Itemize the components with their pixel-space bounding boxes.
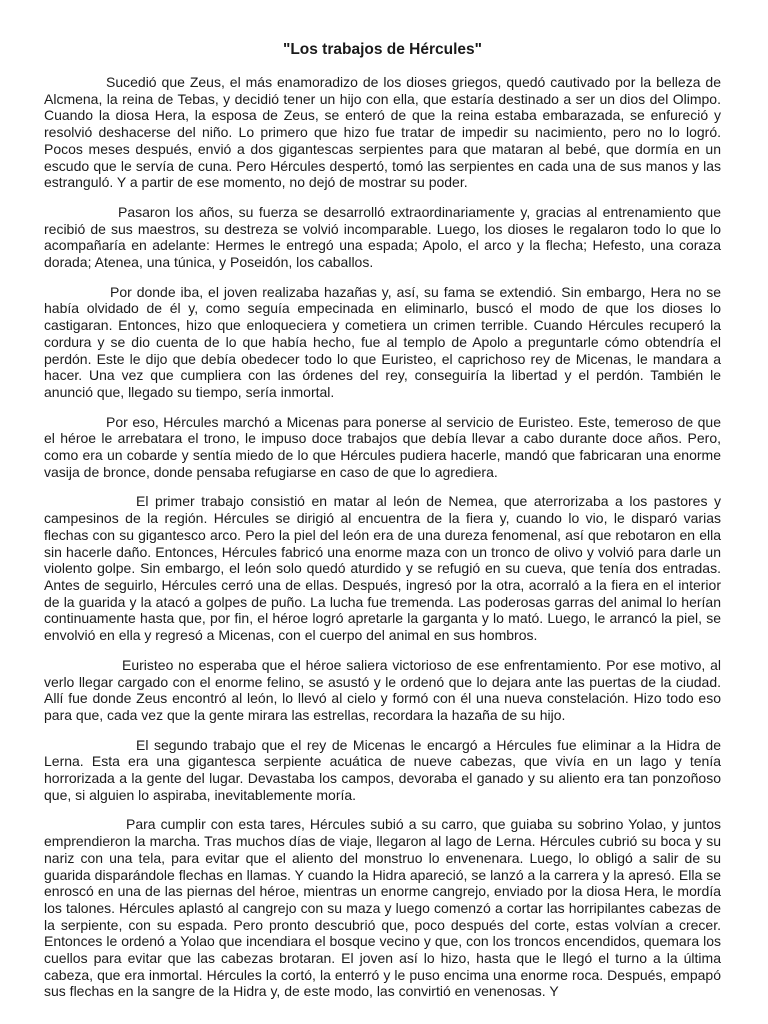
paragraph-7: El segundo trabajo que el rey de Micenas le encargó a Hércules fue eliminar a la Hidra de Lerna. Esta era una gigantesca serpiente acuática de nueve cabezas, que vivía en un lago y tenía horrorizada a la gente del lugar. Devastaba los campos, devoraba el ganado y su aliento era tan ponzoñoso que, si alguien lo aspiraba, inevitablemente moría. <box>44 736 721 803</box>
paragraph-1: Sucedió que Zeus, el más enamoradizo de los dioses griegos, quedó cautivado por la belleza de Alcmena, la reina de Tebas, y decidió tener un hijo con ella, que estaría destinado a ser un dios del Olimpo. Cuando la diosa Hera, la esposa de Zeus, se enteró de que la reina estaba embarazada, se enfureció y resolvió deshacerse del niño. Lo primero que hizo fue tratar de impedir su nacimiento, pero no lo logró. Pocos meses después, envió a dos gigantescas serpientes para que mataran al bebé, que dormía en un escudo que le servía de cuna. Pero Hércules despertó, tomó las serpientes en cada una de sus manos y las estranguló. Y a partir de ese momento, no dejó de mostrar su poder. <box>44 74 721 191</box>
paragraph-8: Para cumplir con esta tares, Hércules subió a su carro, que guiaba su sobrino Yolao, y juntos emprendieron la marcha. Tras muchos días de viaje, llegaron al lago de Lerna. Hércules cubrió su boca y su nariz con una tela, para evitar que el aliento del monstruo lo envenenara. Luego, lo obligó a salir de su guarida disparándole flechas en llamas. Y cuando la Hidra apareció, se lanzó a la carrera y la apresó. Ella se enroscó en una de las piernas del héroe, mientras un enorme cangrejo, enviado por la diosa Hera, le mordía los talones. Hércules aplastó al cangrejo con su maza y luego comenzó a cortar las horripilantes cabezas de la serpiente, con su espada. Pero pronto descubrió que, poco después del corte, estas volvían a crecer. Entonces le ordenó a Yolao que incendiara el bosque vecino y que, con los troncos encendidos, quemara los cuellos para evitar que las cabezas brotaran. El joven así lo hizo, hasta que le llegó el turno a la última cabeza, que era inmortal. Hércules la cortó, la enterró y le puso encima una enorme roca. Después, empapó sus flechas en la sangre de la Hidra y, de este modo, las convirtió en venenosas. Y <box>44 816 721 1000</box>
document-title: "Los trabajos de Hércules" <box>282 41 483 58</box>
paragraph-3: Por donde iba, el joven realizaba hazañas y, así, su fama se extendió. Sin embargo, Hera no se había olvidado de él y, como seguía empecinada en eliminarlo, buscó el modo de que los dioses lo castigaran. Entonces, hizo que enloqueciera y cometiera un crimen terrible. Cuando Hércules recuperó la cordura y se dio cuenta de lo que había hecho, fue al templo de Apolo a preguntarle cómo obtendría el perdón. Este le dijo que debía obedecer todo lo que Euristeo, el caprichoso rey de Micenas, le mandara a hacer. Una vez que cumpliera con las órdenes del rey, conseguiría la libertad y el perdón. También le anunció que, llegado su tiempo, sería inmortal. <box>44 283 721 400</box>
document-page <box>44 40 721 1013</box>
paragraph-5: El primer trabajo consistió en matar al león de Nemea, que aterrorizaba a los pastores y campesinos de la región. Hércules se dirigió al encuentra de la fiera y, cuando lo vio, le disparó varias flechas con su gigantesco arco. Pero la piel del león era de una dureza fenomenal, así que rebotaron en ella sin hacerle daño. Entonces, Hércules fabricó una enorme maza con un tronco de olivo y volvió para darle un violento golpe. Sin embargo, el león solo quedó aturdido y se refugió en su cueva, que tenía dos entradas. Antes de seguirlo, Hércules cerró una de ellas. Después, ingresó por la otra, acorraló a la fiera en el interior de la guarida y la atacó a golpes de puño. La lucha fue tremenda. Las poderosas garras del animal lo herían continuamente hasta que, por fin, el héroe logró apretarle la garganta y lo mató. Luego, le arrancó la piel, se envolvió en ella y regresó a Micenas, con el cuerpo del animal en sus hombros. <box>44 493 721 644</box>
paragraph-4: Por eso, Hércules marchó a Micenas para ponerse al servicio de Euristeo. Este, temeroso de que el héroe le arrebatara el trono, le impuso doce trabajos que debía llevar a cabo durante doce años. Pero, como era un cobarde y sentía miedo de lo que Hércules pudiera hacerle, mandó que fabricaran una enorme vasija de bronce, donde pensaba refugiarse en caso de que lo agrediera. <box>44 413 721 480</box>
paragraph-6: Euristeo no esperaba que el héroe saliera victorioso de ese enfrentamiento. Por ese motivo, al verlo llegar cargado con el enorme felino, se asustó y le ordenó que lo dejara ante las puertas de la ciudad. Allí fue donde Zeus encontró al león, lo llevó al cielo y formó con él una nueva constelación. Hizo todo eso para que, cada vez que la gente mirara las estrellas, recordara la hazaña de su hijo. <box>44 656 721 723</box>
paragraph-2: Pasaron los años, su fuerza se desarrolló extraordinariamente y, gracias al entrenamiento que recibió de sus maestros, su destreza se volvió incomparable. Luego, los dioses le regalaron todo lo que lo acompañaría en adelante: Hermes le entregó una espada; Apolo, el arco y la flecha; Hefesto, una coraza dorada; Atenea, una túnica, y Poseidón, los caballos. <box>44 203 721 271</box>
